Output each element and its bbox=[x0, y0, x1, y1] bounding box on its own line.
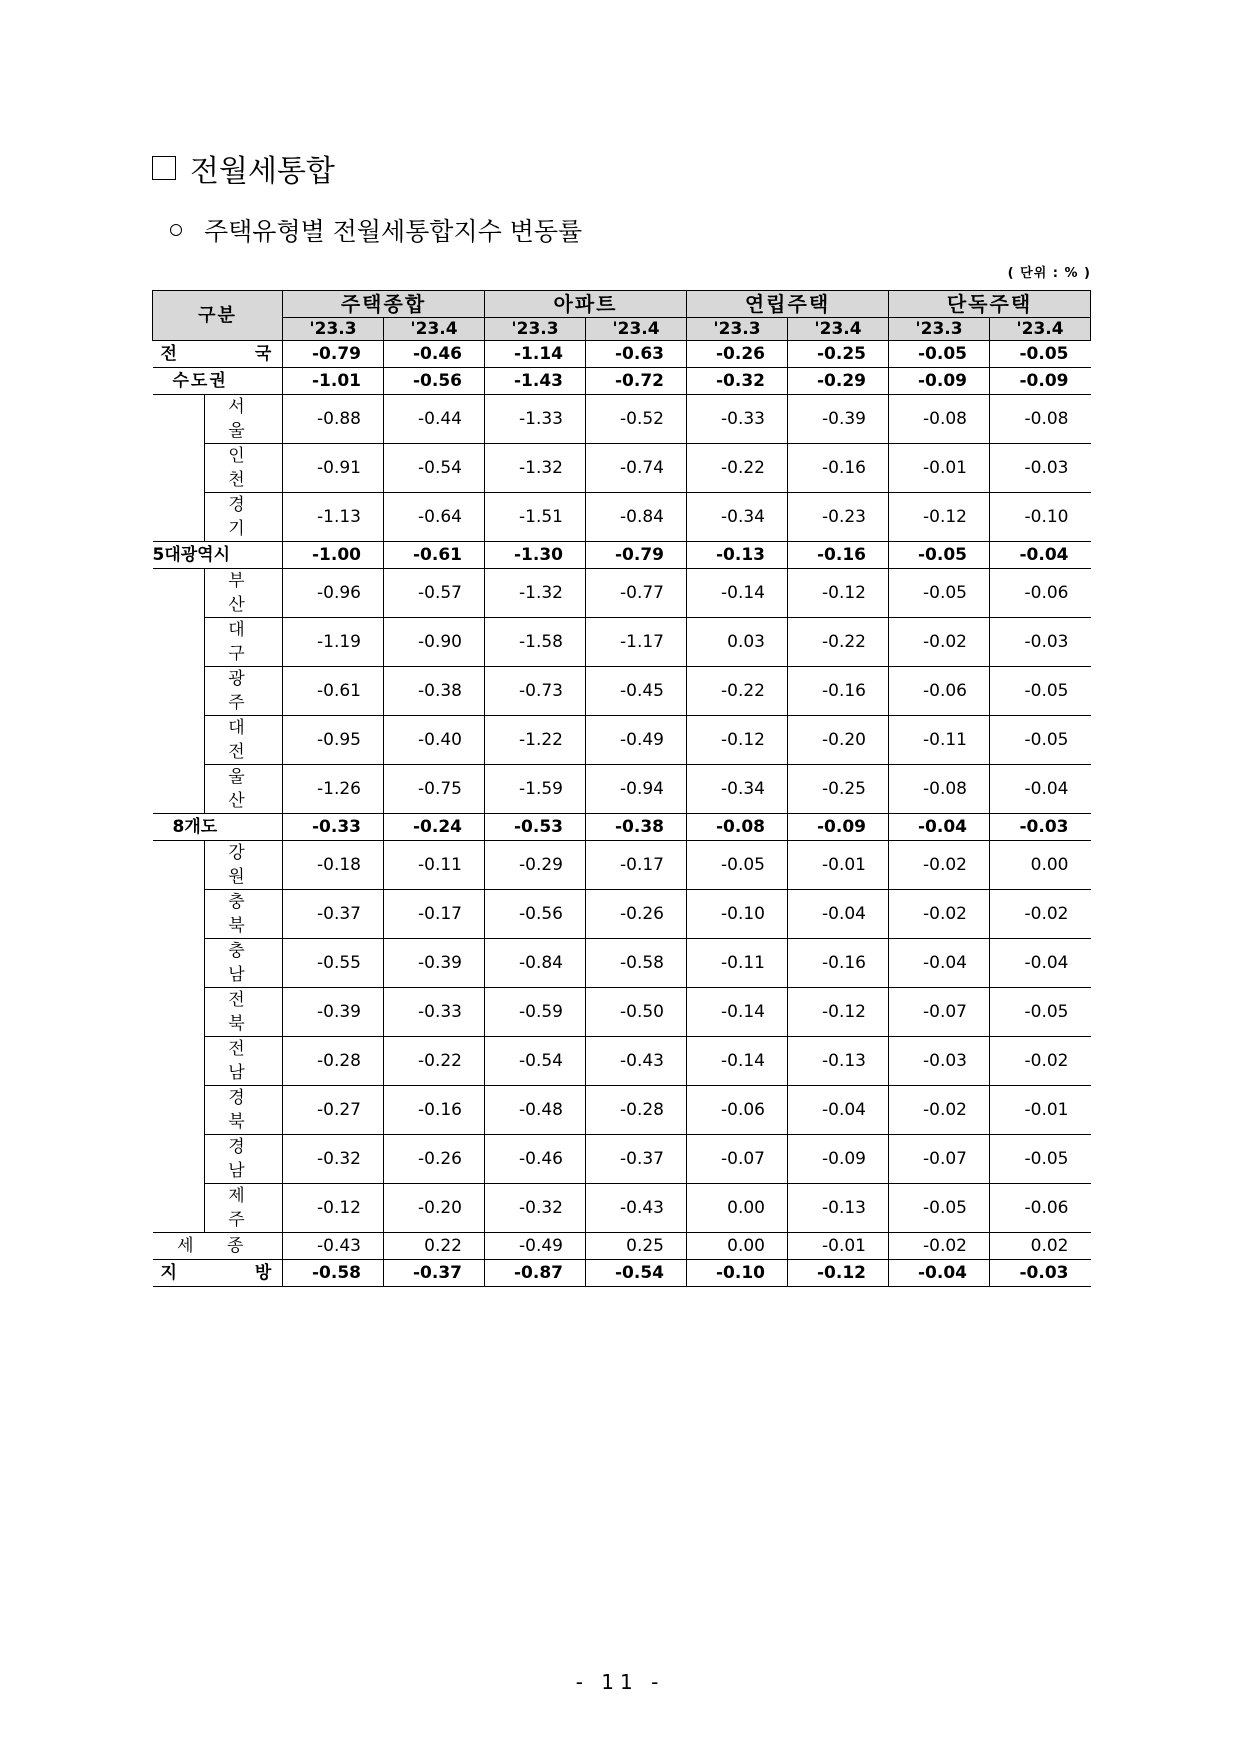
value-cell: -0.04 bbox=[889, 939, 990, 988]
value-cell: -1.43 bbox=[485, 368, 586, 395]
period-header: '23.3 bbox=[283, 318, 384, 341]
row-indent bbox=[153, 1184, 205, 1233]
value-cell: -0.11 bbox=[384, 841, 485, 890]
value-cell: -0.13 bbox=[788, 1037, 889, 1086]
value-cell: -0.08 bbox=[990, 395, 1091, 444]
value-cell: -0.53 bbox=[485, 814, 586, 841]
period-header: '23.4 bbox=[990, 318, 1091, 341]
value-cell: -0.06 bbox=[889, 667, 990, 716]
value-cell: -0.49 bbox=[586, 716, 687, 765]
rent-index-table bbox=[152, 290, 1091, 1287]
group-header: 단독주택 bbox=[889, 291, 1091, 318]
row-label: 부 산 bbox=[205, 569, 283, 618]
value-cell: -0.58 bbox=[586, 939, 687, 988]
row-indent bbox=[153, 569, 205, 618]
value-cell: -0.22 bbox=[687, 444, 788, 493]
row-label: 서 울 bbox=[205, 395, 283, 444]
value-cell: -0.14 bbox=[687, 988, 788, 1037]
value-cell: -0.26 bbox=[687, 341, 788, 368]
table-row bbox=[153, 841, 1091, 890]
value-cell: 0.02 bbox=[990, 1233, 1091, 1260]
value-cell: -0.01 bbox=[990, 1086, 1091, 1135]
value-cell: -0.09 bbox=[788, 1135, 889, 1184]
sub-title bbox=[170, 212, 582, 248]
value-cell: -0.03 bbox=[990, 618, 1091, 667]
value-cell: -0.58 bbox=[283, 1260, 384, 1287]
value-cell: -0.74 bbox=[586, 444, 687, 493]
value-cell: -0.27 bbox=[283, 1086, 384, 1135]
value-cell: -0.32 bbox=[283, 1135, 384, 1184]
period-header: '23.3 bbox=[889, 318, 990, 341]
value-cell: -0.06 bbox=[687, 1086, 788, 1135]
value-cell: -0.26 bbox=[586, 890, 687, 939]
table-row bbox=[153, 716, 1091, 765]
value-cell: -0.09 bbox=[889, 368, 990, 395]
value-cell: -0.84 bbox=[586, 493, 687, 542]
value-cell: -0.16 bbox=[788, 444, 889, 493]
value-cell: -0.38 bbox=[384, 667, 485, 716]
value-cell: -0.01 bbox=[889, 444, 990, 493]
value-cell: -0.22 bbox=[788, 618, 889, 667]
table-row bbox=[153, 1260, 1091, 1287]
row-label: 5대광역시 bbox=[153, 542, 283, 569]
value-cell: -0.39 bbox=[384, 939, 485, 988]
value-cell: -0.59 bbox=[485, 988, 586, 1037]
value-cell: -0.25 bbox=[788, 765, 889, 814]
row-indent bbox=[153, 939, 205, 988]
value-cell: -0.04 bbox=[889, 814, 990, 841]
value-cell: -0.39 bbox=[283, 988, 384, 1037]
value-cell: -0.03 bbox=[889, 1037, 990, 1086]
table-row bbox=[153, 988, 1091, 1037]
value-cell: -0.02 bbox=[990, 1037, 1091, 1086]
value-cell: -0.56 bbox=[485, 890, 586, 939]
value-cell: -0.46 bbox=[485, 1135, 586, 1184]
value-cell: -0.05 bbox=[687, 841, 788, 890]
value-cell: -0.54 bbox=[384, 444, 485, 493]
value-cell: -0.54 bbox=[586, 1260, 687, 1287]
value-cell: -0.33 bbox=[283, 814, 384, 841]
value-cell: -0.40 bbox=[384, 716, 485, 765]
value-cell: -0.04 bbox=[788, 890, 889, 939]
group-header: 연립주택 bbox=[687, 291, 889, 318]
value-cell: -0.14 bbox=[687, 1037, 788, 1086]
value-cell: -0.02 bbox=[889, 841, 990, 890]
row-label: 충 남 bbox=[205, 939, 283, 988]
value-cell: -0.03 bbox=[990, 1260, 1091, 1287]
value-cell: -0.79 bbox=[586, 542, 687, 569]
period-header: '23.4 bbox=[384, 318, 485, 341]
value-cell: -0.12 bbox=[283, 1184, 384, 1233]
row-indent bbox=[153, 1037, 205, 1086]
value-cell: -0.12 bbox=[788, 569, 889, 618]
value-cell: -0.43 bbox=[283, 1233, 384, 1260]
value-cell: -0.37 bbox=[283, 890, 384, 939]
table-row bbox=[153, 618, 1091, 667]
value-cell: -0.87 bbox=[485, 1260, 586, 1287]
value-cell: -0.14 bbox=[687, 569, 788, 618]
value-cell: -0.34 bbox=[687, 765, 788, 814]
row-label: 대 전 bbox=[205, 716, 283, 765]
value-cell: -0.24 bbox=[384, 814, 485, 841]
period-header: '23.4 bbox=[586, 318, 687, 341]
value-cell: -1.17 bbox=[586, 618, 687, 667]
value-cell: -0.20 bbox=[384, 1184, 485, 1233]
value-cell: -0.04 bbox=[889, 1260, 990, 1287]
value-cell: -0.29 bbox=[485, 841, 586, 890]
value-cell: -0.17 bbox=[586, 841, 687, 890]
sub-title-text: 주택유형별 전월세통합지수 변동률 bbox=[204, 217, 583, 246]
value-cell: -0.22 bbox=[384, 1037, 485, 1086]
value-cell: -1.00 bbox=[283, 542, 384, 569]
row-indent bbox=[153, 988, 205, 1037]
value-cell: -0.84 bbox=[485, 939, 586, 988]
value-cell: -0.05 bbox=[889, 542, 990, 569]
value-cell: -0.39 bbox=[788, 395, 889, 444]
row-label: 경 기 bbox=[205, 493, 283, 542]
value-cell: -0.16 bbox=[788, 939, 889, 988]
table-row bbox=[153, 542, 1091, 569]
value-cell: -1.22 bbox=[485, 716, 586, 765]
table-row bbox=[153, 1184, 1091, 1233]
row-label: 제 주 bbox=[205, 1184, 283, 1233]
square-bullet-icon bbox=[152, 156, 176, 180]
value-cell: 0.25 bbox=[586, 1233, 687, 1260]
row-label: 충 북 bbox=[205, 890, 283, 939]
value-cell: -0.05 bbox=[889, 1184, 990, 1233]
value-cell: -0.12 bbox=[788, 988, 889, 1037]
table-row bbox=[153, 765, 1091, 814]
period-header: '23.3 bbox=[687, 318, 788, 341]
row-label: 강 원 bbox=[205, 841, 283, 890]
value-cell: -0.48 bbox=[485, 1086, 586, 1135]
value-cell: -0.72 bbox=[586, 368, 687, 395]
value-cell: -0.12 bbox=[788, 1260, 889, 1287]
value-cell: -1.30 bbox=[485, 542, 586, 569]
value-cell: -0.32 bbox=[485, 1184, 586, 1233]
value-cell: -0.28 bbox=[283, 1037, 384, 1086]
value-cell: -0.05 bbox=[990, 716, 1091, 765]
value-cell: -0.33 bbox=[687, 395, 788, 444]
value-cell: -1.01 bbox=[283, 368, 384, 395]
value-cell: -0.95 bbox=[283, 716, 384, 765]
value-cell: -0.33 bbox=[384, 988, 485, 1037]
value-cell: -0.73 bbox=[485, 667, 586, 716]
value-cell: -0.49 bbox=[485, 1233, 586, 1260]
table-row bbox=[153, 1037, 1091, 1086]
row-indent bbox=[153, 667, 205, 716]
value-cell: -0.32 bbox=[687, 368, 788, 395]
value-cell: -0.12 bbox=[687, 716, 788, 765]
page-number: - 11 - bbox=[575, 1670, 665, 1694]
row-label: 지 방 bbox=[153, 1260, 283, 1287]
value-cell: -1.33 bbox=[485, 395, 586, 444]
value-cell: -0.50 bbox=[586, 988, 687, 1037]
value-cell: -0.07 bbox=[687, 1135, 788, 1184]
value-cell: -0.16 bbox=[384, 1086, 485, 1135]
value-cell: -0.07 bbox=[889, 988, 990, 1037]
value-cell: -0.08 bbox=[687, 814, 788, 841]
row-label: 인 천 bbox=[205, 444, 283, 493]
value-cell: -0.52 bbox=[586, 395, 687, 444]
value-cell: -0.04 bbox=[788, 1086, 889, 1135]
value-cell: -0.02 bbox=[889, 890, 990, 939]
value-cell: -0.43 bbox=[586, 1037, 687, 1086]
value-cell: -0.06 bbox=[990, 1184, 1091, 1233]
value-cell: -1.19 bbox=[283, 618, 384, 667]
value-cell: -0.23 bbox=[788, 493, 889, 542]
value-cell: -0.04 bbox=[990, 765, 1091, 814]
table-row bbox=[153, 395, 1091, 444]
value-cell: -0.34 bbox=[687, 493, 788, 542]
section-title bbox=[152, 146, 335, 190]
row-indent bbox=[153, 841, 205, 890]
row-label: 대 구 bbox=[205, 618, 283, 667]
group-header: 주택종합 bbox=[283, 291, 485, 318]
value-cell: -0.96 bbox=[283, 569, 384, 618]
value-cell: -0.22 bbox=[687, 667, 788, 716]
value-cell: -0.04 bbox=[990, 939, 1091, 988]
row-label: 8개도 bbox=[153, 814, 283, 841]
value-cell: -0.07 bbox=[889, 1135, 990, 1184]
table-row bbox=[153, 1135, 1091, 1184]
row-label: 전 북 bbox=[205, 988, 283, 1037]
value-cell: -0.61 bbox=[384, 542, 485, 569]
value-cell: -0.29 bbox=[788, 368, 889, 395]
value-cell: -0.01 bbox=[788, 841, 889, 890]
table-row bbox=[153, 444, 1091, 493]
table-row bbox=[153, 341, 1091, 368]
value-cell: -0.75 bbox=[384, 765, 485, 814]
value-cell: -0.01 bbox=[788, 1233, 889, 1260]
value-cell: -0.44 bbox=[384, 395, 485, 444]
value-cell: -0.63 bbox=[586, 341, 687, 368]
value-cell: -0.13 bbox=[788, 1184, 889, 1233]
period-header: '23.4 bbox=[788, 318, 889, 341]
table-row bbox=[153, 493, 1091, 542]
value-cell: -0.46 bbox=[384, 341, 485, 368]
value-cell: -0.57 bbox=[384, 569, 485, 618]
value-cell: 0.00 bbox=[687, 1184, 788, 1233]
period-header: '23.3 bbox=[485, 318, 586, 341]
value-cell: -0.64 bbox=[384, 493, 485, 542]
value-cell: -0.09 bbox=[990, 368, 1091, 395]
row-label: 광 주 bbox=[205, 667, 283, 716]
value-cell: -1.26 bbox=[283, 765, 384, 814]
value-cell: -0.05 bbox=[889, 341, 990, 368]
value-cell: -0.91 bbox=[283, 444, 384, 493]
value-cell: -0.05 bbox=[990, 988, 1091, 1037]
value-cell: -0.13 bbox=[687, 542, 788, 569]
value-cell: -0.02 bbox=[889, 1233, 990, 1260]
value-cell: -0.55 bbox=[283, 939, 384, 988]
row-label: 경 남 bbox=[205, 1135, 283, 1184]
value-cell: -0.79 bbox=[283, 341, 384, 368]
row-label: 수도권 bbox=[153, 368, 283, 395]
value-cell: -0.11 bbox=[687, 939, 788, 988]
value-cell: -0.56 bbox=[384, 368, 485, 395]
value-cell: -0.11 bbox=[889, 716, 990, 765]
value-cell: -1.59 bbox=[485, 765, 586, 814]
value-cell: -0.12 bbox=[889, 493, 990, 542]
row-indent bbox=[153, 765, 205, 814]
table-row bbox=[153, 814, 1091, 841]
value-cell: -0.05 bbox=[889, 569, 990, 618]
row-indent bbox=[153, 716, 205, 765]
value-cell: 0.00 bbox=[990, 841, 1091, 890]
table-row bbox=[153, 890, 1091, 939]
value-cell: -0.05 bbox=[990, 1135, 1091, 1184]
value-cell: -0.05 bbox=[990, 341, 1091, 368]
value-cell: -0.17 bbox=[384, 890, 485, 939]
section-title-text: 전월세통합 bbox=[190, 154, 335, 189]
row-indent bbox=[153, 444, 205, 493]
value-cell: -0.16 bbox=[788, 667, 889, 716]
value-cell: -0.18 bbox=[283, 841, 384, 890]
value-cell: -0.28 bbox=[586, 1086, 687, 1135]
value-cell: -0.20 bbox=[788, 716, 889, 765]
value-cell: -0.02 bbox=[889, 1086, 990, 1135]
value-cell: 0.22 bbox=[384, 1233, 485, 1260]
row-indent bbox=[153, 618, 205, 667]
value-cell: -0.16 bbox=[788, 542, 889, 569]
value-cell: -0.45 bbox=[586, 667, 687, 716]
value-cell: -0.10 bbox=[990, 493, 1091, 542]
value-cell: -0.90 bbox=[384, 618, 485, 667]
value-cell: 0.03 bbox=[687, 618, 788, 667]
value-cell: -1.51 bbox=[485, 493, 586, 542]
table-body bbox=[153, 341, 1091, 1287]
value-cell: -0.37 bbox=[384, 1260, 485, 1287]
value-cell: -0.02 bbox=[889, 618, 990, 667]
table-row bbox=[153, 1233, 1091, 1260]
value-cell: -0.04 bbox=[990, 542, 1091, 569]
value-cell: -1.13 bbox=[283, 493, 384, 542]
value-cell: -0.08 bbox=[889, 395, 990, 444]
row-label: 세 종 bbox=[153, 1233, 283, 1260]
row-indent bbox=[153, 890, 205, 939]
value-cell: -0.10 bbox=[687, 890, 788, 939]
value-cell: -0.09 bbox=[788, 814, 889, 841]
row-label: 경 북 bbox=[205, 1086, 283, 1135]
value-cell: -0.37 bbox=[586, 1135, 687, 1184]
value-cell: -0.10 bbox=[687, 1260, 788, 1287]
value-cell: -1.32 bbox=[485, 444, 586, 493]
row-label: 전 국 bbox=[153, 341, 283, 368]
value-cell: -0.94 bbox=[586, 765, 687, 814]
value-cell: -1.58 bbox=[485, 618, 586, 667]
value-cell: -0.26 bbox=[384, 1135, 485, 1184]
table-row bbox=[153, 1086, 1091, 1135]
table-row bbox=[153, 939, 1091, 988]
table-row bbox=[153, 667, 1091, 716]
value-cell: -0.54 bbox=[485, 1037, 586, 1086]
value-cell: -0.08 bbox=[889, 765, 990, 814]
value-cell: -1.32 bbox=[485, 569, 586, 618]
unit-note: ( 단위 : % ) bbox=[1007, 266, 1091, 281]
value-cell: -0.43 bbox=[586, 1184, 687, 1233]
value-cell: -0.02 bbox=[990, 890, 1091, 939]
value-cell: -0.06 bbox=[990, 569, 1091, 618]
value-cell: -0.05 bbox=[990, 667, 1091, 716]
value-cell: -0.03 bbox=[990, 444, 1091, 493]
value-cell: -1.14 bbox=[485, 341, 586, 368]
value-cell: -0.77 bbox=[586, 569, 687, 618]
row-indent bbox=[153, 493, 205, 542]
row-indent bbox=[153, 1135, 205, 1184]
table-row bbox=[153, 569, 1091, 618]
value-cell: -0.03 bbox=[990, 814, 1091, 841]
row-header: 구분 bbox=[153, 291, 283, 341]
row-indent bbox=[153, 395, 205, 444]
value-cell: 0.00 bbox=[687, 1233, 788, 1260]
table-row bbox=[153, 368, 1091, 395]
circle-bullet-icon bbox=[170, 224, 182, 236]
value-cell: -0.25 bbox=[788, 341, 889, 368]
row-label: 전 남 bbox=[205, 1037, 283, 1086]
value-cell: -0.61 bbox=[283, 667, 384, 716]
row-indent bbox=[153, 1086, 205, 1135]
value-cell: -0.38 bbox=[586, 814, 687, 841]
value-cell: -0.88 bbox=[283, 395, 384, 444]
group-header: 아파트 bbox=[485, 291, 687, 318]
row-label: 울 산 bbox=[205, 765, 283, 814]
